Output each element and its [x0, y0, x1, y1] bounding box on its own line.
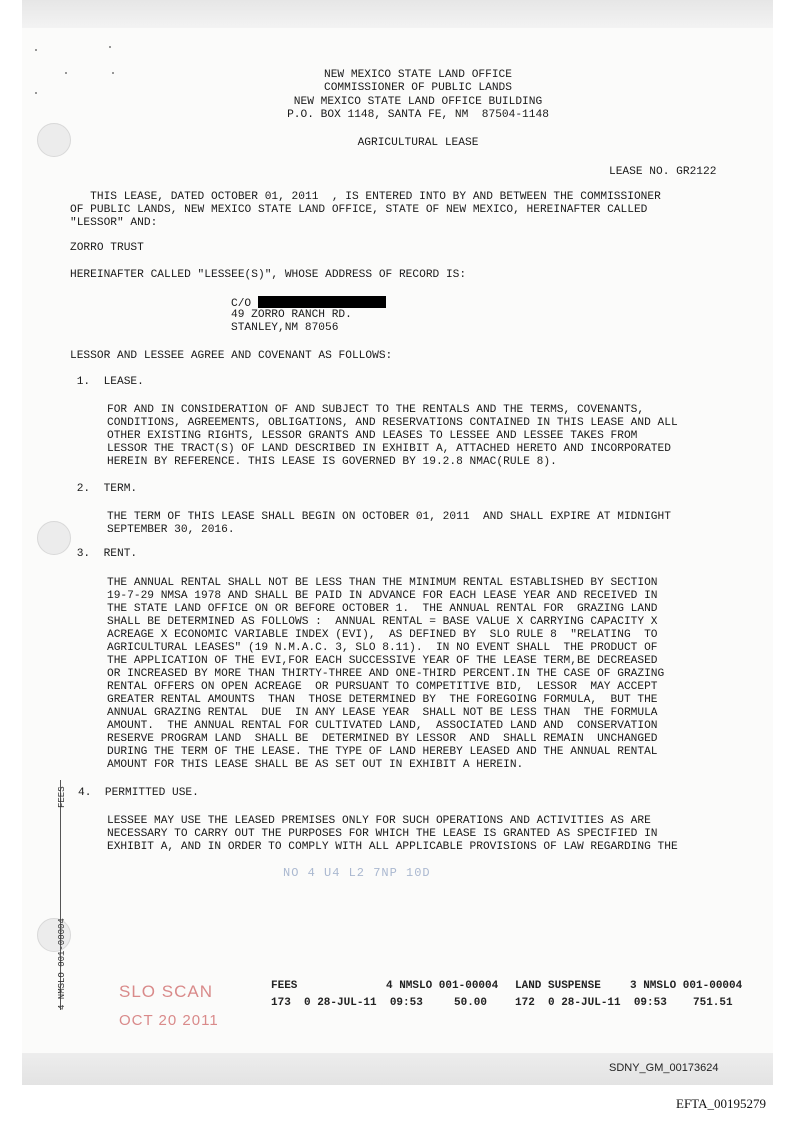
- section-text: FOR AND IN CONSIDERATION OF AND SUBJECT TO THE RENTALS AND THE TERMS, COVENANTS,: [107, 404, 645, 416]
- header-line-1: NEW MEXICO STATE LAND OFFICE: [324, 69, 512, 81]
- section-text: AMOUNT FOR THIS LEASE SHALL BE AS SET OUT IN EXHIBIT A HEREIN.: [107, 759, 524, 771]
- address-co-label: C/O: [231, 298, 258, 310]
- fees-entry: 173 0 28-JUL-11 09:53: [271, 997, 423, 1009]
- section-text: 19-7-29 NMSA 1978 AND SHALL BE PAID IN ADVANCE FOR EACH LEASE YEAR AND RECEIVED IN: [107, 590, 658, 602]
- section-text: THE ANNUAL RENTAL SHALL NOT BE LESS THAN THE MINIMUM RENTAL ESTABLISHED BY SECTION: [107, 577, 658, 589]
- fees-code: 4 NMSLO 001-00004: [386, 980, 499, 992]
- section-text: EXHIBIT A, AND IN ORDER TO COMPLY WITH ALL APPLICABLE PROVISIONS OF LAW REGARDING THE: [107, 841, 678, 853]
- section-text: GREATER RENTAL AMOUNTS THAN THOSE DETERMINED BY THE FOREGOING FORMULA, BUT THE: [107, 694, 658, 706]
- slo-scan-stamp: SLO SCAN: [119, 982, 213, 1001]
- header-line-4: P.O. BOX 1148, SANTA FE, NM 87504-1148: [287, 109, 549, 121]
- lessee-name: ZORRO TRUST: [70, 242, 144, 254]
- bates-number: SDNY_GM_00173624: [609, 1062, 719, 1074]
- section-text: THE STATE LAND OFFICE ON OR BEFORE OCTOBER 1. THE ANNUAL RENTAL FOR GRAZING LAND: [107, 603, 658, 615]
- efta-number: EFTA_00195279: [676, 1096, 766, 1111]
- section-text: AMOUNT. THE ANNUAL RENTAL FOR CULTIVATED LAND, ASSOCIATED LAND AND CONSERVATION: [107, 720, 658, 732]
- redaction-bar: [258, 296, 386, 308]
- section-heading-term: 2. TERM.: [70, 483, 138, 495]
- header-line-2: COMMISSIONER OF PUBLIC LANDS: [324, 82, 512, 94]
- address-street: 49 ZORRO RANCH RD.: [231, 309, 352, 321]
- vertical-fees-label: FEES: [57, 786, 67, 808]
- section-text: ACREAGE X ECONOMIC VARIABLE INDEX (EVI), AS DEFINED BY SLO RULE 8 "RELATING TO: [107, 629, 658, 641]
- intro-line: THIS LEASE, DATED OCTOBER 01, 2011 , IS ENTERED INTO BY AND BETWEEN THE COMMISSIONER: [70, 191, 661, 203]
- land-suspense-label: LAND SUSPENSE: [515, 980, 601, 992]
- intro-line: OF PUBLIC LANDS, NEW MEXICO STATE LAND OFFICE, STATE OF NEW MEXICO, HEREINAFTER CALLED: [70, 204, 648, 216]
- header-line-3: NEW MEXICO STATE LAND OFFICE BUILDING: [293, 96, 543, 108]
- lessee-intro: HEREINAFTER CALLED "LESSEE(S)", WHOSE ADDRESS OF RECORD IS:: [70, 269, 467, 281]
- section-text: OTHER EXISTING RIGHTS, LESSOR GRANTS AND LEASES TO LESSEE AND LESSEE TAKES FROM: [107, 430, 638, 442]
- section-text: DURING THE TERM OF THE LEASE. THE TYPE OF LAND HEREBY LEASED AND THE ANNUAL RENTAL: [107, 746, 658, 758]
- section-text: HEREIN BY REFERENCE. THIS LEASE IS GOVERNED BY 19.2.8 NMAC(RULE 8).: [107, 456, 557, 468]
- section-text: NECESSARY TO CARRY OUT THE PURPOSES FOR WHICH THE LEASE IS GRANTED AS SPECIFIED IN: [107, 828, 658, 840]
- fees-amount: 50.00: [454, 997, 488, 1009]
- section-heading-rent: 3. RENT.: [70, 548, 138, 560]
- section-text: SHALL BE DETERMINED AS FOLLOWS : ANNUAL RENTAL = BASE VALUE X CARRYING CAPACITY X: [107, 616, 658, 628]
- scan-date-stamp: OCT 20 2011: [119, 1012, 219, 1029]
- section-text: ANNUAL GRAZING RENTAL DUE IN ANY LEASE YEAR SHALL NOT BE LESS THAN THE FORMULA: [107, 707, 658, 719]
- intro-line: "LESSOR" AND:: [70, 217, 158, 229]
- document-title: AGRICULTURAL LEASE: [357, 137, 479, 149]
- section-text: THE APPLICATION OF THE EVI,FOR EACH SUCCESSIVE YEAR OF THE LEASE TERM,BE DECREASED: [107, 655, 658, 667]
- land-suspense-amount: 751.51: [693, 997, 733, 1009]
- section-text: RESERVE PROGRAM LAND SHALL BE DETERMINED BY LESSOR AND SHALL REMAIN UNCHANGED: [107, 733, 658, 745]
- section-text: THE TERM OF THIS LEASE SHALL BEGIN ON OCTOBER 01, 2011 AND SHALL EXPIRE AT MIDNIGHT: [107, 511, 671, 523]
- section-text: LESSOR THE TRACT(S) OF LAND DESCRIBED IN EXHIBIT A, ATTACHED HERETO AND INCORPORATED: [107, 443, 671, 455]
- section-text: RENTAL OFFERS ON OPEN ACREAGE OR PURSUANT TO COMPETITIVE BID, LESSOR MAY ACCEPT: [107, 681, 658, 693]
- section-text: LESSEE MAY USE THE LEASED PREMISES ONLY FOR SUCH OPERATIONS AND ACTIVITIES AS ARE: [107, 815, 651, 827]
- address-city: STANLEY,NM 87056: [231, 322, 339, 334]
- scan-speck: [35, 49, 37, 51]
- document-page: [22, 28, 773, 1053]
- section-text: AGRICULTURAL LEASES" (19 N.M.A.C. 3, SLO 8.11). IN NO EVENT SHALL THE PRODUCT OF: [107, 642, 658, 654]
- lease-number: LEASE NO. GR2122: [609, 166, 717, 178]
- section-text: OR INCREASED BY MORE THAN THIRTY-THREE AND ONE-THIRD PERCENT.IN THE CASE OF GRAZING: [107, 668, 665, 680]
- land-suspense-entry: 172 0 28-JUL-11 09:53: [515, 997, 667, 1009]
- scan-speck: [109, 46, 111, 48]
- punch-hole: [37, 521, 71, 555]
- section-text: CONDITIONS, AGREEMENTS, OBLIGATIONS, AND RESERVATIONS CONTAINED IN THIS LEASE AND ALL: [107, 417, 678, 429]
- section-heading-lease: 1. LEASE.: [70, 376, 144, 388]
- fees-label: FEES: [271, 980, 298, 992]
- section-text: SEPTEMBER 30, 2016.: [107, 524, 235, 536]
- land-suspense-code: 3 NMSLO 001-00004: [630, 980, 743, 992]
- agreement-statement: LESSOR AND LESSEE AGREE AND COVENANT AS FOLLOWS:: [70, 350, 393, 362]
- faint-bleed-stamp: NO 4 U4 L2 7NP 10D: [283, 866, 431, 880]
- scan-top-band: [22, 0, 773, 28]
- vertical-receipt-code: 4 NMSLO 001-00004: [57, 918, 67, 1010]
- section-heading-permitted-use: 4. PERMITTED USE.: [78, 787, 199, 799]
